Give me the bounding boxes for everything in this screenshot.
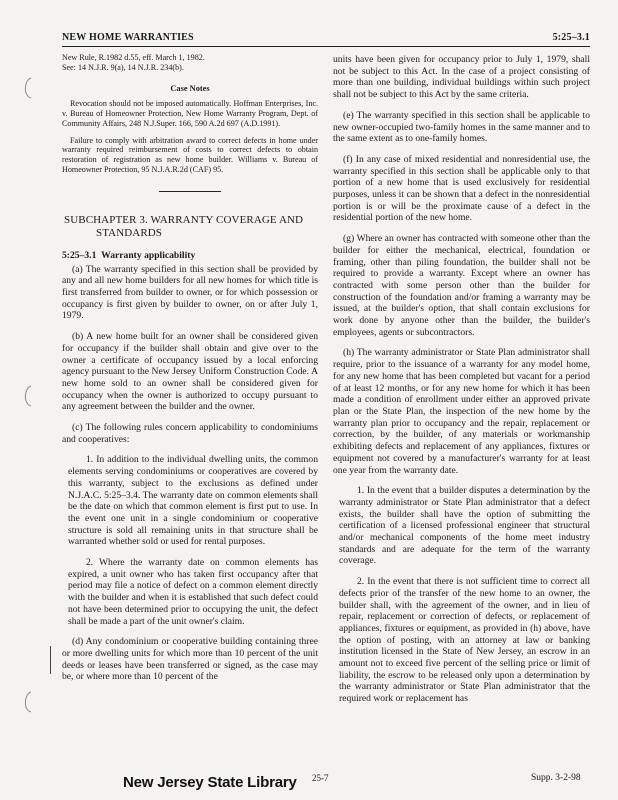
paragraph-b: (b) A new home built for an owner shall be considered given for occupancy if the builder shall obtain and give over to the owner a certificate of occupancy issued by a local enforcing agency pursuant to the New Jersey Uniform Construction Code. A new home sold to an owner shall be considered given for occupancy when the owner is authorized to occupy pursuant to any agreement between the builder and the owner. (62, 331, 318, 413)
paragraph-g: (g) Where an owner has contracted with someone other than the builder for either the mechanical, electrical, foundation or framing, other than piling foundation, the builder shall not be required to provide a warranty. Except where an owner has contracted with some person other than the builder for construction of the foundation and/or framing a warranty may be issued, at the builder's option, that shall contain exclusions for work done by anyone other than the builder, the builder's employees, agents or subcontractors. (333, 233, 590, 338)
paragraph-h-1: 1. In the event that a builder disputes a determination by the warranty administrator or State Plan administrator that a defect exists, the builder shall have the option of submitting the certification of a licensed professional engineer that structural and/or mechanical components of the home meet industry standards and are adequate for the term of the warranty coverage. (339, 485, 590, 567)
right-column (333, 54, 590, 714)
punch-hole-icon (20, 384, 34, 408)
header-section-number: 5:25–3.1 (552, 32, 590, 43)
paragraph-d: (d) Any condominium or cooperative building containing three or more dwelling units for which more than 10 percent of the unit deeds or leases have been transferred or signed, as the case may be, or where more than 10 percent of the (62, 636, 318, 683)
history-line: See: 14 N.J.R. 9(a), 14 N.J.R. 234(b). (62, 62, 184, 72)
paragraph-h: (h) The warranty administrator or State Plan administrator shall require, prior to the issuance of a warranty for any model home, for any new home that has been completed but vacant for a period of at least 12 months, or for any new home for which it has been made a condition of enrollment under either an approved private plan or the State Plan, the inspection of the new home by the warranty plan prior to occupancy and the repair, replacement or correction, by the builder, of any materials or workmanship exhibiting defects and replacement of any appliances, fixtures or equipment not covered by a manufacturer's warranty for at least one year from the warranty date. (333, 347, 590, 476)
paragraph-c: (c) The following rules concern applicability to condominiums and cooperatives: (62, 422, 318, 445)
paragraph-d-continued: units have been given for occupancy prior to July 1, 1979, shall not be subject to this Act. In the case of a project consisting of more than one building, individual buildings within such project shall not be subject to this Act by the same criteria. (333, 54, 590, 101)
section-title: Warranty applicability (101, 249, 196, 261)
margin-change-bar (50, 646, 51, 674)
subchapter-heading-line: SUBCHAPTER 3. WARRANTY COVERAGE AND (64, 213, 304, 226)
case-note: Failure to comply with arbitration award to correct defects in home under warranty required reimbursement of costs to correct defects to obtain restoration of registration as new home builder. Williams v. Bureau of Homeowner Protection, 95 N.J.A.R.2d (CAF) 95. (62, 135, 318, 175)
section-heading (62, 250, 318, 262)
paragraph-f: (f) In any case of mixed residential and nonresidential use, the warranty specified in this section shall be applicable only to that portion of a new home that is used exclusively for residential purposes, unless it can be shown that a defect in the nonresidential portion is or will be the proximate cause of a defect in the residential portion of the new home. (333, 153, 590, 224)
paragraph-a: (a) The warranty specified in this section shall be provided by any and all new home builders for all new homes for which title is first transferred from builder to owner, or for which possession or occupancy is first given by builder to owner, on or after July 1, 1979. (62, 263, 318, 322)
running-header (62, 30, 590, 47)
rule-history (62, 53, 318, 73)
header-title: NEW HOME WARRANTIES (62, 32, 194, 43)
punch-hole-icon (20, 76, 34, 100)
punch-hole-icon (20, 690, 34, 714)
paragraph-h-2: 2. In the event that there is not sufficient time to correct all defects prior of the transfer of the new home to an owner, the builder shall, with the agreement of the owner, and in lieu of repair, replacement or correction of defects, or replacement of appliances, fixtures or equipment, as provided in (h) above, have the option of posting, with an attorney at law or banking institution licensed in the State of New Jersey, an escrow in an amount not to exceed five percent of the selling price or limit of liability, the escrow to be released only upon a determination by the warranty administrator or State Plan administrator that the required work or replacement has (339, 576, 590, 705)
section-divider (159, 191, 221, 192)
paragraph-e: (e) The warranty specified in this section shall be applicable to new owner-occupied two-family homes in the same manner and to the same extent as to one-family homes. (333, 109, 590, 145)
page-number: 25-7 (312, 773, 329, 783)
case-notes-title: Case Notes (170, 83, 210, 93)
case-note: Revocation should not be imposed automatically. Hoffman Enterprises, Inc. v. Bureau of Homeowner Protection, New Home Warranty Program, Dept. of Community Affairs, 248 N.J.Super. 166, 590 A.2d 697 (A.D.1991). (62, 99, 318, 128)
paragraph-c-1: 1. In addition to the individual dwelling units, the common elements serving condominiums or cooperatives are covered by this warranty, subject to the exclusions as defined under N.J.A.C. 5:25–3.4. The warranty date on common elements shall be the date on which that common element is first put to use. In the event one unit in a single condominium or cooperative structure is sold all remaining units in that structure shall be warranted whether sold or used for rental purposes. (68, 454, 318, 548)
section-number: 5:25–3.1 (62, 249, 97, 261)
subchapter-heading-line: STANDARDS (96, 226, 163, 239)
subchapter-heading (62, 214, 318, 240)
left-column (62, 53, 318, 692)
paragraph-c-2: 2. Where the warranty date on common elements has expired, a unit owner who has taken first occupancy after that period may file a notice of defect on a common element directly with the builder and when it is established that such defect could not have been determined prior to occupying the unit, the defect shall be made a part of the unit owner's claim. (68, 557, 318, 627)
library-stamp: New Jersey State Library (123, 774, 297, 791)
history-line: New Rule, R.1982 d.55, eff. March 1, 1982. (62, 53, 205, 62)
supplement-date: Supp. 3-2-98 (531, 773, 581, 783)
